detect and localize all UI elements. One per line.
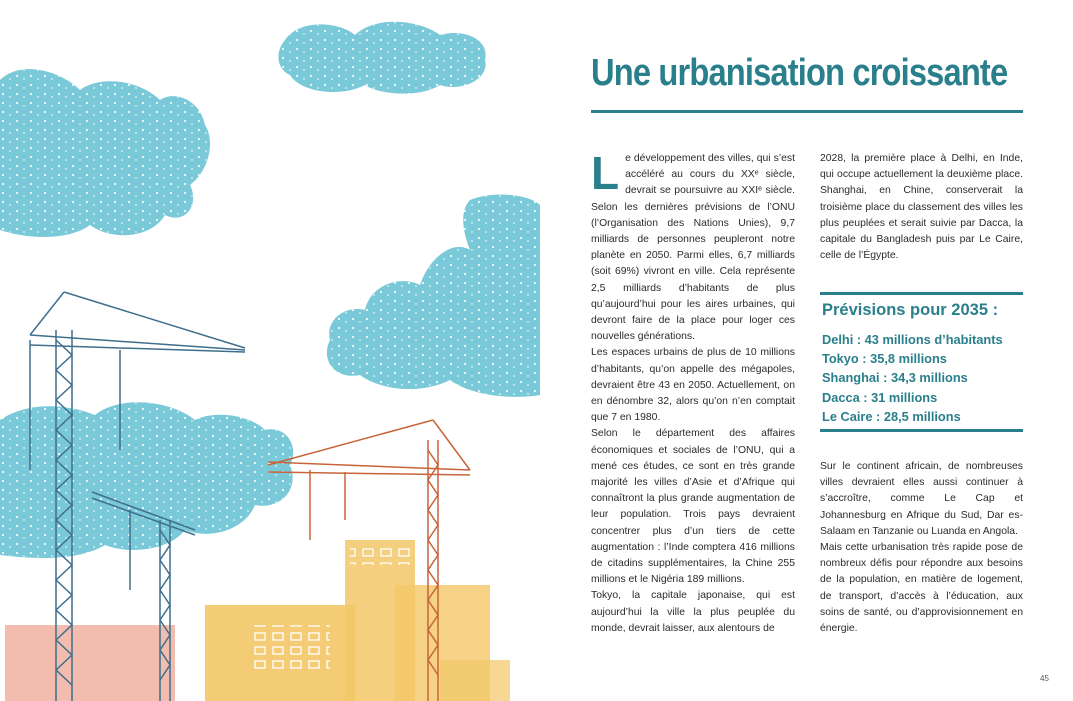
paragraph: Sur le continent africain, de nombreuses villes devraient elles aussi continuer à s’accroître, comme Le Cap et Johannesburg en Afrique du Sud, Dar es-Salaam en Tanzanie ou Luanda en Angola.	[820, 461, 1023, 537]
cloud-shapes	[0, 22, 540, 558]
text-column-2-bottom	[820, 459, 1023, 637]
title-divider	[591, 110, 1023, 113]
forecast-list	[822, 330, 1003, 426]
paragraph: Les espaces urbains de plus de 10 millions d’habitants, qu’on appelle des mégapoles, devraient être 43 en 2050. Actuellement, on en dénombre 32, alors qu’on n’en comptait que 7 en 1980.	[591, 347, 795, 424]
page-number: 45	[1040, 674, 1049, 683]
paragraph: e développement des villes, qui s’est accéléré au cours du XXᵉ siècle, devrait se poursuivre au XXIᵉ siècle. Selon les dernières prévisions de l’ONU (l’Organisation des Nations Unies), 9,7 milliards de personnes peupleront notre planète en 2050. Parmi elles, 6,7 milliards (soit 69%) vivront en ville. Cela représente 2,5 milliards d’habitants de plus qu’aujourd’hui pour les aires urbaines, qui devront faire de la place pour loger ces nouvelles générations.	[591, 153, 795, 343]
forecast-box-bottom-rule	[820, 429, 1023, 432]
forecast-item: Dacca : 31 millions	[822, 389, 938, 405]
forecast-item: Shanghai : 34,3 millions	[822, 370, 968, 386]
forecast-item: Delhi : 43 millions d’habitants	[822, 332, 1003, 347]
paragraph: Tokyo, la capitale japonaise, qui est aujourd’hui la ville la plus peuplée du monde, devrait laisser, aux alentours de	[591, 590, 795, 634]
text-column-1	[591, 147, 795, 637]
drop-cap: L	[591, 147, 620, 199]
forecast-box-title: Prévisions pour 2035 :	[822, 301, 999, 319]
forecast-item: Le Caire : 28,5 millions	[822, 408, 961, 424]
paragraph: Mais cette urbanisation très rapide pose de nombreux défis pour répondre aux besoins de la population, en matière de logement, de transport, d’accès à l’éducation, aux soins de santé, ou d’approvisionnement en énergie.	[820, 542, 1023, 635]
text-column-2-top	[820, 151, 1023, 264]
forecast-item: Tokyo : 35,8 millions	[822, 351, 947, 367]
paragraph: 2028, la première place à Delhi, en Inde, qui occupe actuellement la deuxième place. Shanghai, en Chine, conserverait la troisième place du classement des villes les plus peuplées et serait suivie par Dacca, la capitale du Bangladesh puis par Le Caire, celle de l’Égypte.	[820, 153, 1023, 262]
paragraph: Selon le département des affaires économiques et sociales de l’ONU, qui a mené ces études, ce sont en très grande majorité les villes d’Asie et d’Afrique qui connaîtront la plus grande augmentation de leur population. Trois pays devraient concentrer plus d’un tiers de cette augmentation : l’Inde comptera 416 millions de citadins supplémentaires, la Chine 255 millions et le Nigéria 189 millions.	[591, 428, 795, 586]
page-title: Une urbanisation croissante	[591, 52, 1008, 94]
forecast-box-top-rule	[820, 292, 1023, 295]
